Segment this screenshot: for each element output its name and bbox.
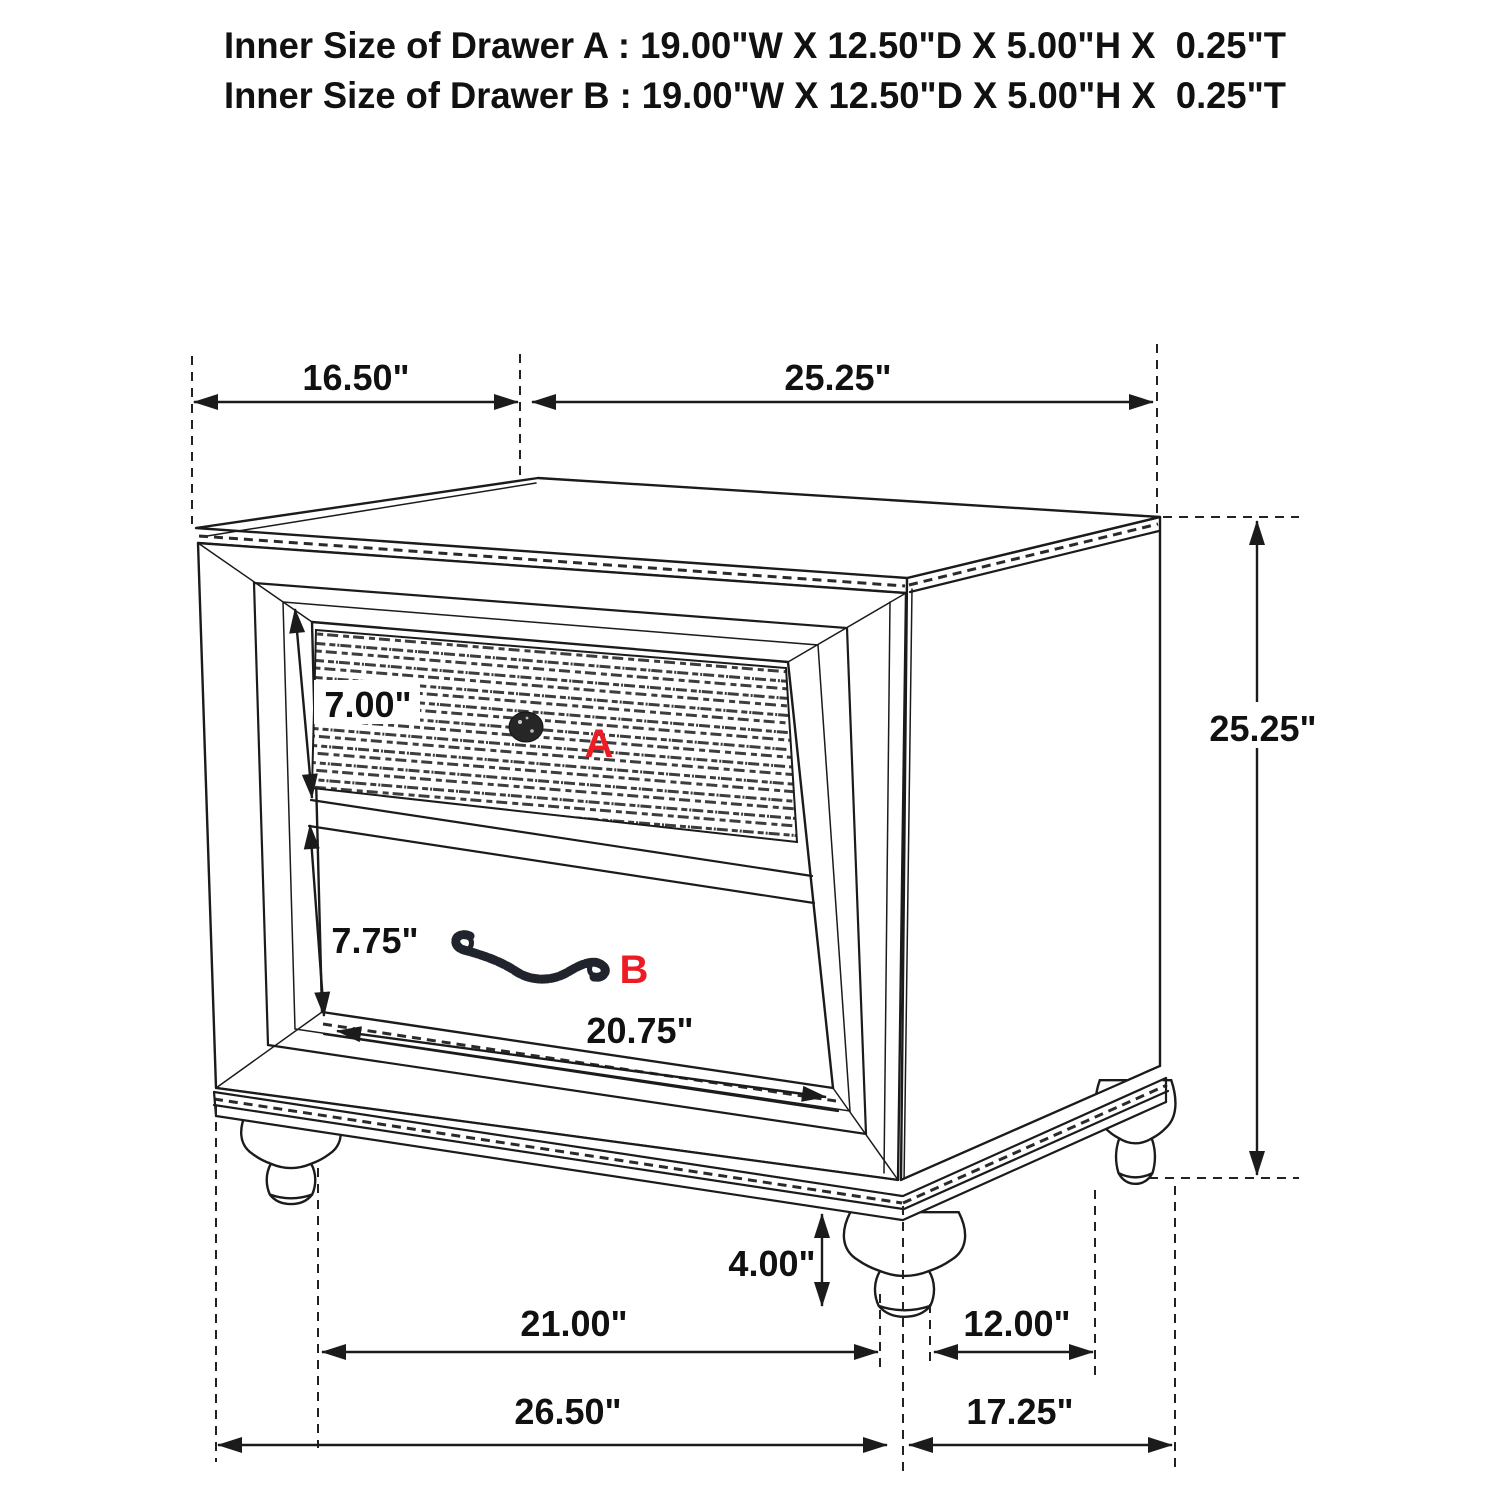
label-overall-width: 26.50": [514, 1391, 622, 1432]
label-top-depth: 16.50": [302, 357, 410, 398]
title-line-2: Inner Size of Drawer B : 19.00"W X 12.50"D X 5.00"H X 0.25"T: [224, 75, 1287, 116]
front-center-foot: [844, 1212, 965, 1317]
label-overall-height: 25.25": [1209, 708, 1317, 749]
label-foot-height: 4.00": [728, 1243, 816, 1284]
label-front-between-feet: 21.00": [520, 1303, 628, 1344]
title-block: [224, 25, 1286, 116]
label-drawer-a-height: 7.00": [324, 684, 412, 725]
label-overall-depth: 17.25": [966, 1391, 1074, 1432]
drawer-a-knob: [509, 712, 543, 742]
nightstand-drawing: [196, 478, 1175, 1317]
label-top-width: 25.25": [784, 357, 892, 398]
drawer-a-letter: A: [584, 722, 614, 766]
label-side-between-feet: 12.00": [963, 1303, 1071, 1344]
label-drawer-b-height: 7.75": [331, 920, 419, 961]
drawer-b-letter: B: [619, 948, 649, 992]
title-line-1: Inner Size of Drawer A : 19.00"W X 12.50"D X 5.00"H X 0.25"T: [224, 25, 1287, 66]
label-drawer-width: 20.75": [586, 1010, 694, 1051]
